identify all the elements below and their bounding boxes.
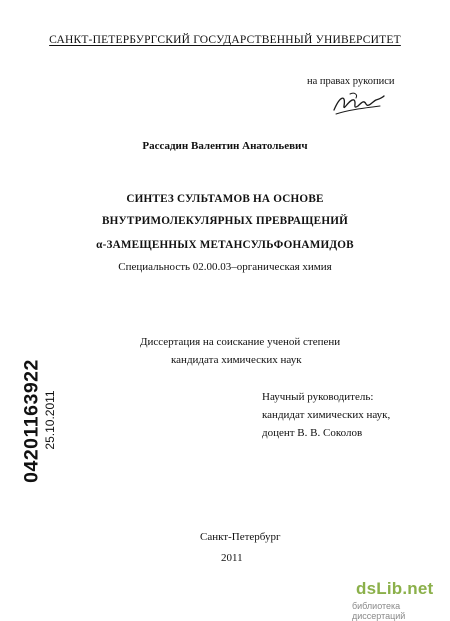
city: Санкт-Петербург [200, 531, 281, 543]
supervisor-title: Научный руководитель: [262, 391, 374, 403]
archive-date: 25.10.2011 [43, 390, 57, 450]
supervisor-degree: кандидат химических наук, [262, 409, 391, 421]
supervisor-name: доцент В. В. Соколов [262, 427, 363, 439]
archive-date-stamp [40, 380, 60, 460]
signature-icon [330, 88, 386, 120]
title-line-1: СИНТЕЗ СУЛЬТАМОВ НА ОСНОВЕ [126, 193, 324, 205]
watermark-caption: библиотека диссертаций [352, 601, 406, 621]
dissertation-line-2: кандидата химических наук [171, 354, 302, 366]
watermark[interactable] [352, 579, 448, 621]
author-name: Рассадин Валентин Анатольевич [142, 140, 308, 152]
title-line-2: ВНУТРИМОЛЕКУЛЯРНЫХ ПРЕВРАЩЕНИЙ [101, 215, 349, 227]
title-line-3: α-ЗАМЕЩЕННЫХ МЕТАНСУЛЬФОНАМИДОВ [96, 239, 354, 251]
watermark-logo: dsLib.net [356, 579, 434, 598]
year: 2011 [221, 552, 243, 564]
specialty: Специальность 02.00.03–органическая химия [118, 261, 332, 273]
dissertation-line-1: Диссертация на соискание ученой степени [140, 336, 341, 348]
archive-number: 04201163922 [20, 358, 43, 483]
university-header: САНКТ-ПЕТЕРБУРГСКИЙ ГОСУДАРСТВЕННЫЙ УНИВЕРСИТЕТ [49, 34, 401, 46]
manuscript-note: на правах рукописи [307, 76, 395, 87]
